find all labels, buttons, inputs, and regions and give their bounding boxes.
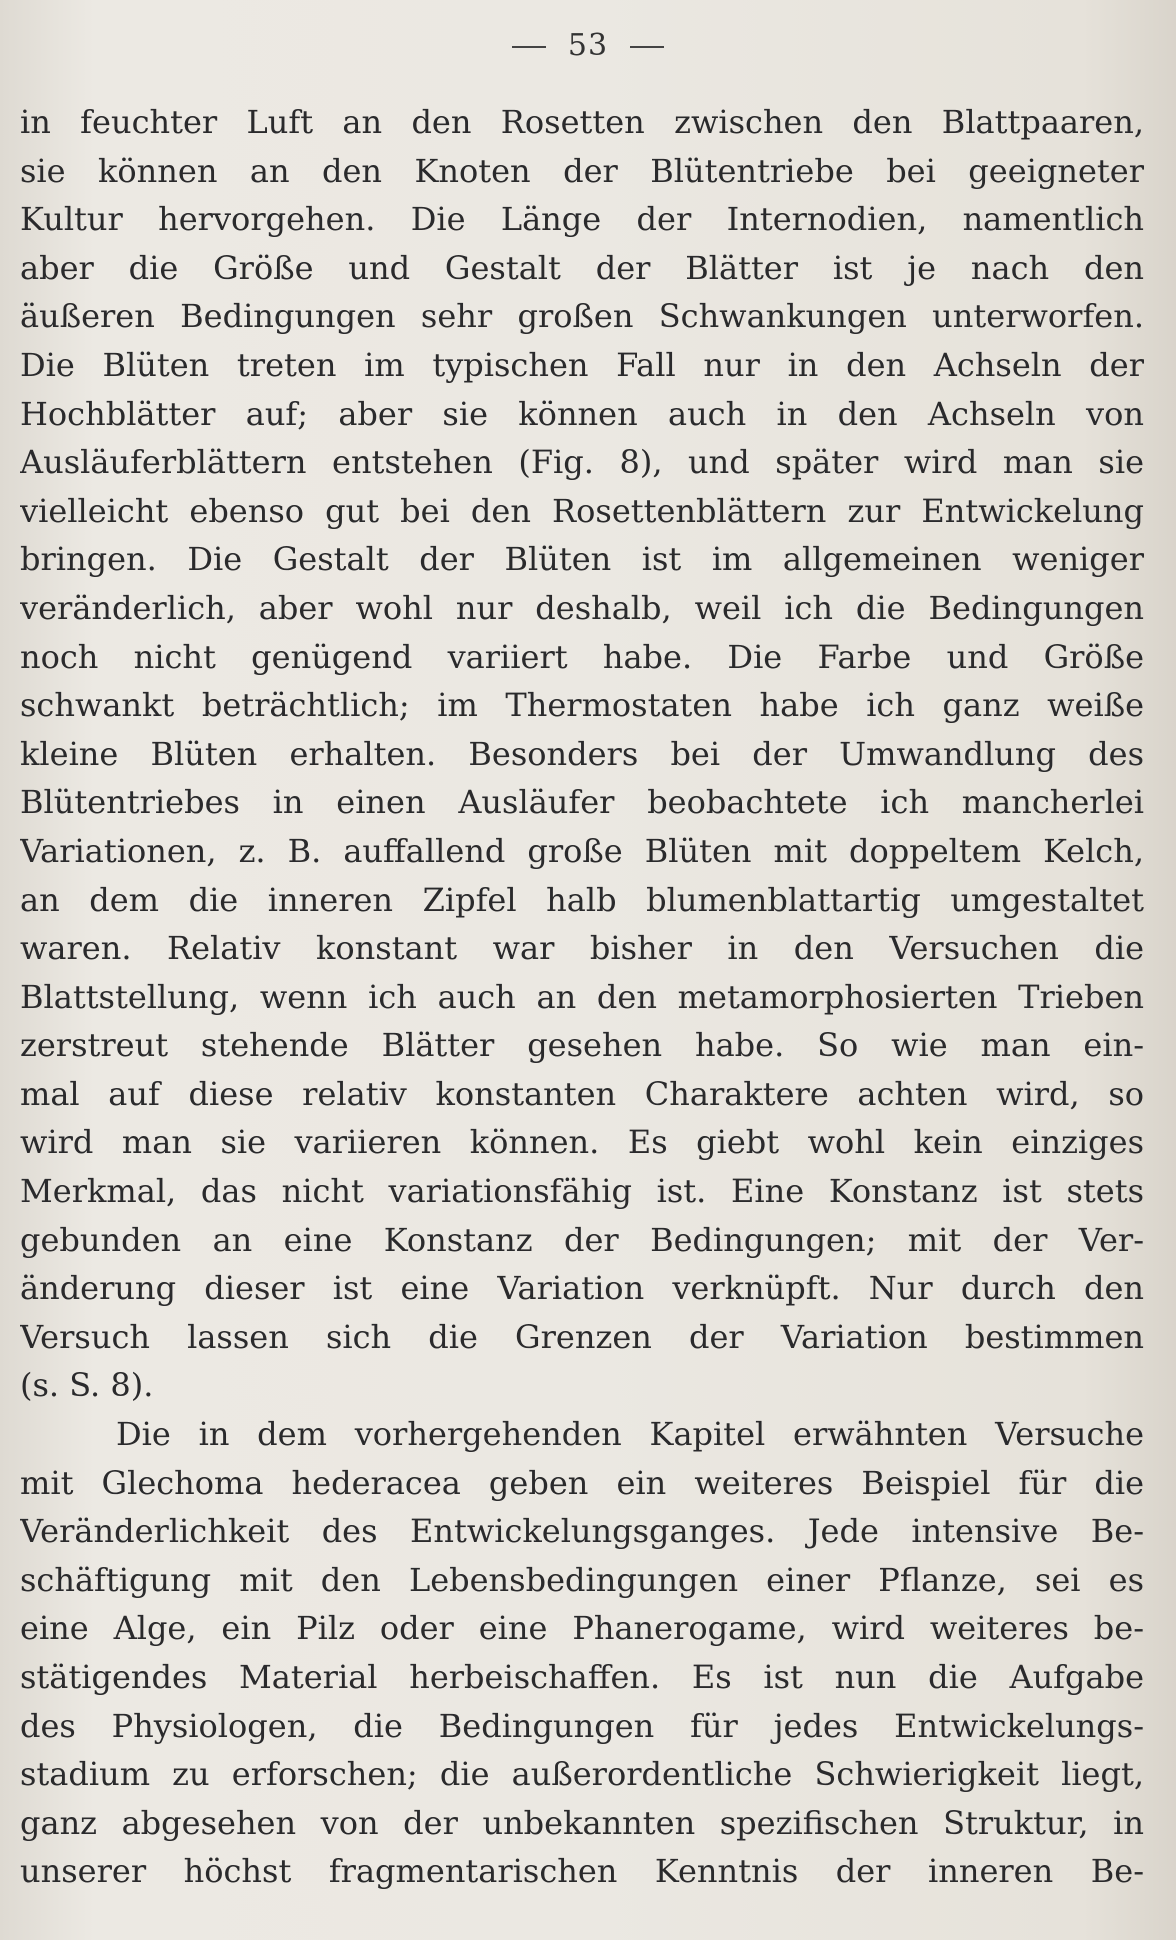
text-line: stätigendes Material herbeischaffen. Es ist nun die Aufgabe xyxy=(20,1658,1144,1696)
text-line: gebunden an eine Konstanz der Bedingungen; mit der Ver- xyxy=(20,1220,1144,1259)
text-line: Versuch lassen sich die Grenzen der Variation bestimmen xyxy=(20,1317,1144,1356)
text-line: (s. S. 8). xyxy=(20,1366,154,1405)
text-line: Ausläuferblättern entstehen (Fig. 8), und später wird man sie xyxy=(20,443,1144,482)
text-line: stadium zu erforschen; die außerordentliche Schwierigkeit liegt, xyxy=(20,1755,1144,1794)
text-line: Variationen, z. B. auffallend große Blüten mit doppeltem Kelch, xyxy=(20,831,1144,870)
text-line: Blattstellung, wenn ich auch an den metamorphosierten Trieben xyxy=(20,977,1144,1016)
text-line: mit Glechoma hederacea geben ein weiteres Beispiel für die xyxy=(20,1463,1144,1502)
text-line: zerstreut stehende Blätter gesehen habe. So wie man ein- xyxy=(20,1026,1144,1065)
text-line: Kultur hervorgehen. Die Länge der Internodien, namentlich xyxy=(20,200,1144,239)
text-line: aber die Größe und Gestalt der Blätter ist je nach den xyxy=(20,248,1144,287)
text-line: äußeren Bedingungen sehr großen Schwankungen unterworfen. xyxy=(20,297,1144,336)
paragraph-1 xyxy=(20,98,1144,1410)
body-text xyxy=(20,98,1144,1896)
header-dash-right xyxy=(630,46,664,48)
text-line: änderung dieser ist eine Variation verknüpft. Nur durch den xyxy=(20,1269,1144,1308)
paragraph-2 xyxy=(20,1410,1144,1896)
text-line: Merkmal, das nicht variationsfähig ist. Eine Konstanz ist stets xyxy=(20,1172,1144,1211)
text-line: Die Blüten treten im typischen Fall nur in den Achseln der xyxy=(20,345,1144,384)
page-number: 53 xyxy=(567,28,609,63)
text-line: an dem die inneren Zipfel halb blumenblattartig umgestaltet xyxy=(20,880,1144,919)
page-header xyxy=(0,28,1176,63)
text-line: vielleicht ebenso gut bei den Rosettenblättern zur Entwickelung xyxy=(20,491,1144,530)
text-line: waren. Relativ konstant war bisher in den Versuchen die xyxy=(20,929,1144,968)
text-line: Blütentriebes in einen Ausläufer beobachtete ich mancherlei xyxy=(20,783,1144,822)
text-line: Veränderlichkeit des Entwickelungsganges. Jede intensive Be- xyxy=(20,1512,1144,1551)
text-line: mal auf diese relativ konstanten Charaktere achten wird, so xyxy=(20,1074,1144,1113)
text-line: ganz abgesehen von der unbekannten spezifischen Struktur, in xyxy=(20,1803,1144,1842)
text-line: veränderlich, aber wohl nur deshalb, weil ich die Bedingungen xyxy=(20,588,1144,627)
text-line: Hochblätter auf; aber sie können auch in den Achseln von xyxy=(20,394,1144,433)
text-line: schwankt beträchtlich; im Thermostaten habe ich ganz weiße xyxy=(20,686,1144,725)
text-line: Die in dem vorhergehenden Kapitel erwähnten Versuche xyxy=(116,1415,1144,1454)
text-line: noch nicht genügend variiert habe. Die Farbe und Größe xyxy=(20,637,1144,676)
text-line: des Physiologen, die Bedingungen für jedes Entwickelungs- xyxy=(20,1706,1144,1745)
text-line: wird man sie variieren können. Es giebt wohl kein einziges xyxy=(20,1123,1144,1162)
text-line: eine Alge, ein Pilz oder eine Phanerogame, wird weiteres be- xyxy=(20,1609,1144,1648)
text-line: in feuchter Luft an den Rosetten zwischen den Blattpaaren, xyxy=(20,103,1144,141)
text-line: bringen. Die Gestalt der Blüten ist im allgemeinen weniger xyxy=(20,540,1144,579)
text-line: kleine Blüten erhalten. Besonders bei der Umwandlung des xyxy=(20,734,1144,773)
text-line: schäftigung mit den Lebensbedingungen einer Pflanze, sei es xyxy=(20,1560,1144,1599)
text-line: sie können an den Knoten der Blütentriebe bei geeigneter xyxy=(20,151,1144,190)
header-dash-left xyxy=(512,46,546,48)
text-line: unserer höchst fragmentarischen Kenntnis der inneren Be- xyxy=(20,1852,1144,1891)
